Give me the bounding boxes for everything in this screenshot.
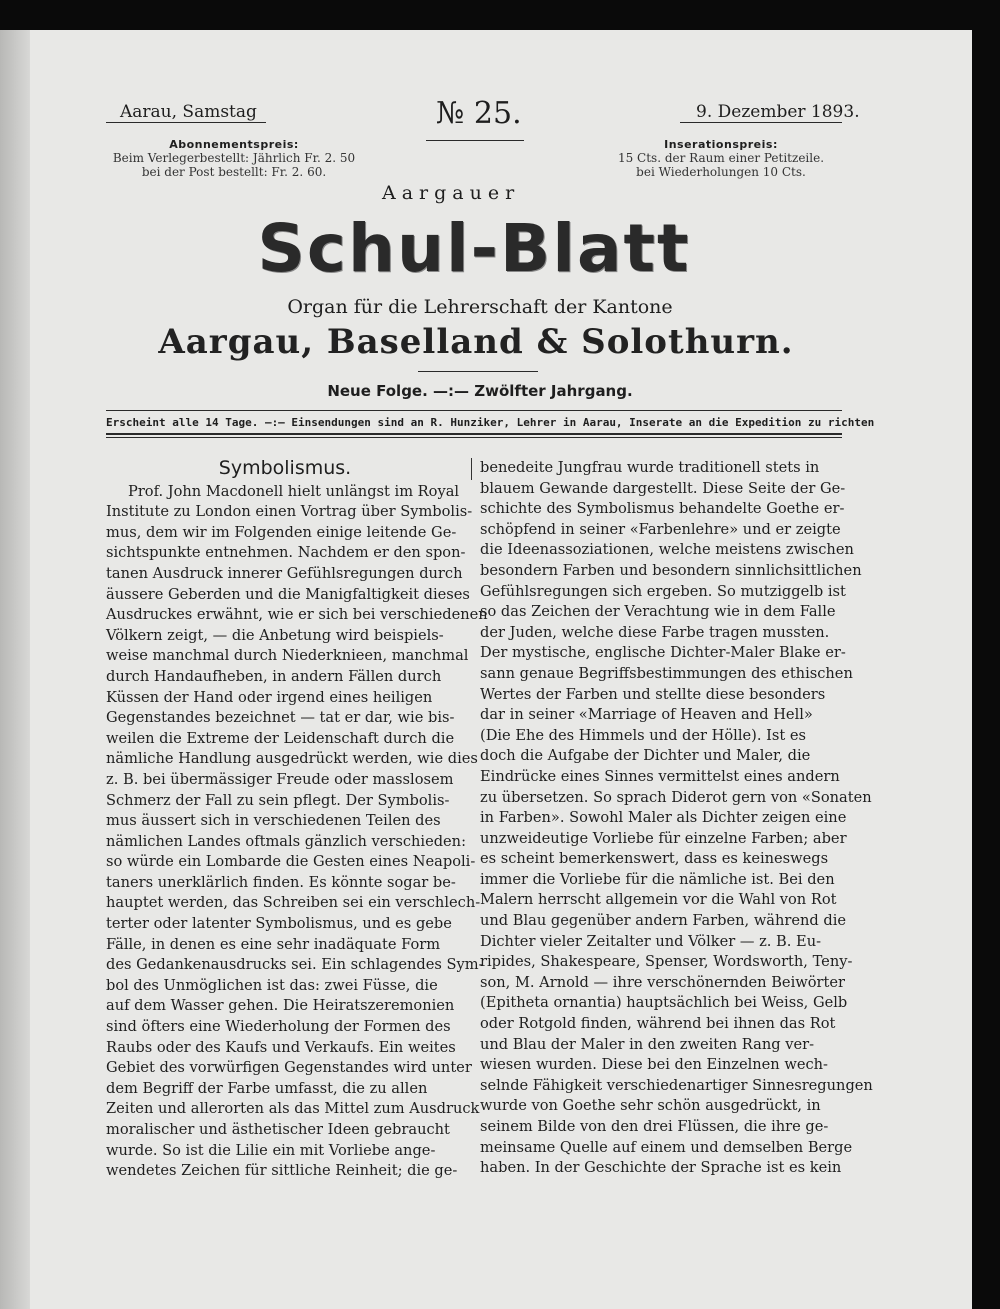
series-line: Neue Folge. —:— Zwölfter Jahrgang. [327,382,633,400]
text-line: unzweideutige Vorliebe für einzelne Farben; aber [480,829,847,847]
text-line: z. B. bei übermässiger Freude oder masslosem [106,770,454,788]
text-line: bol des Unmöglichen ist das: zwei Füsse, die [106,976,438,994]
text-line: tanen Ausdruck innerer Gefühlsregungen durch [106,564,463,582]
advertising-line: bei Wiederholungen 10 Cts. [636,165,806,179]
text-line: Völkern zeigt, — die Anbetung wird beispiels- [106,626,444,644]
text-line: sichtspunkte entnehmen. Nachdem er den spon- [106,544,466,562]
text-line: oder Rotgold finden, während bei ihnen das Rot [480,1015,836,1033]
publication-note-top-rule [106,410,842,411]
advertising-box [602,138,840,179]
text-line: blauem Gewande dargestellt. Diese Seite der Ge- [480,479,846,497]
text-line: seinem Bilde von den drei Flüssen, die ihre ge- [480,1118,829,1135]
text-line: Küssen der Hand oder irgend eines heiligen [106,688,433,706]
text-line: schöpfend in seiner «Farbenlehre» und er zeigte [480,520,841,538]
previous-page-edge [0,30,30,1309]
text-line: weilen die Extreme der Leidenschaft durch die [106,729,455,747]
header-right-rule [680,122,842,123]
text-line: wurde von Goethe sehr schön ausgedrückt, in [480,1097,821,1115]
advertising-line: 15 Cts. der Raum einer Petitzeile. [617,151,825,165]
subscription-line: bei der Post bestellt: Fr. 2. 60. [141,165,327,179]
text-line: terter oder latenter Symbolismus, und es gebe [106,915,452,933]
text-line: auf dem Wasser gehen. Die Heiratszeremonien [106,997,455,1015]
publication-note-double-rule [106,437,842,438]
text-line: mus äussert sich in verschiedenen Teilen des [106,812,441,830]
text-line: schichte des Symbolismus behandelte Goethe er- [480,500,845,518]
article-left-column [106,457,488,1182]
text-line: doch die Aufgabe der Dichter und Maler, die [480,747,811,765]
text-line: hauptet werden, das Schreiben sei ein verschlech- [106,894,481,912]
text-line: Fälle, in denen es eine sehr inadäquate Form [106,935,441,953]
text-line: moralischer und ästhetischer Ideen gebraucht [106,1121,450,1138]
subscription-line: Beim Verlegerbestellt: Jährlich Fr. 2. 50 [112,151,356,165]
text-line: äussere Geberden und die Manigfaltigkeit dieses [106,585,470,603]
column-divider [471,458,472,480]
text-line: Eindrücke eines Sinnes vermittelst eines andern [480,767,840,785]
text-line: sind öfters eine Wiederholung der Formen des [106,1018,451,1036]
text-line: Institute zu London einen Vortrag über Symbolis- [106,503,473,521]
text-line: haben. In der Geschichte der Sprache ist es kein [480,1159,842,1177]
text-line: benedeite Jungfrau wurde traditionell stets in [480,459,820,476]
masthead-pretitle: Aargauer [382,182,521,204]
text-line: wiesen wurden. Diese bei den Einzelnen wech- [480,1056,828,1074]
text-line: und Blau gegenüber andern Farben, während die [480,912,847,930]
text-line: Raubs oder des Kaufs und Verkaufs. Ein weites [106,1038,456,1056]
text-line: nämliche Handlung ausgedrückt werden, wie dies [106,750,478,768]
text-line: die Ideenassoziationen, welche meistens zwischen [480,541,854,559]
masthead-title: Schul-Blatt [257,210,691,287]
issue-number-rule [426,140,524,141]
masthead-regions: Aargau, Baselland & Solothurn. [158,322,794,362]
header-left-rule [106,122,266,123]
masthead-organ: Organ für die Lehrerschaft der Kantone [287,296,673,318]
text-line: (Die Ehe des Himmels und der Hölle). Ist es [480,726,806,744]
text-line: dem Begriff der Farbe umfasst, die zu allen [106,1079,428,1097]
text-line: Der mystische, englische Dichter-Maler Blake er- [480,644,846,662]
text-line: Gegenstandes bezeichnet — tat er dar, wie bis- [106,709,455,727]
text-line: ripides, Shakespeare, Spenser, Wordsworth, Teny- [480,953,853,971]
text-line: weise manchmal durch Niederknieen, manchmal [106,647,469,665]
text-line: wurde. So ist die Lilie ein mit Vorliebe ange- [106,1141,436,1159]
text-line: Zeiten und allerorten als das Mittel zum Ausdruck [106,1100,480,1118]
text-line: es scheint bemerkenswert, dass es keineswegs [480,850,829,868]
article-title: Symbolismus. [218,457,352,479]
text-line: und Blau der Maler in den zweiten Rang ver- [480,1035,815,1053]
text-line: meinsame Quelle auf einem und demselben Berge [480,1138,853,1156]
text-line: Wertes der Farben und stellte diese besonders [480,685,826,703]
text-line: immer die Vorliebe für die nämliche ist. Bei den [480,870,835,888]
article-left-text [106,482,488,1182]
subscription-box [106,138,362,179]
text-line: dar in seiner «Marriage of Heaven and Hell» [480,706,813,724]
text-line: so würde ein Lombarde die Gesten eines Neapoli- [106,853,476,871]
text-line: sann genaue Begriffsbestimmungen des ethischen [480,664,853,682]
publication-note-bottom-rule [106,433,842,435]
text-line: der Juden, welche diese Farbe tragen mussten. [480,623,830,641]
text-line: Dichter vieler Zeitalter und Völker — z. B. Eu- [480,932,822,950]
text-line: mus, dem wir im Folgenden einige leitende Ge- [106,523,457,541]
text-line: so das Zeichen der Verachtung wie in dem Falle [480,603,836,621]
article-right-column [480,458,873,1179]
article-right-text [480,458,873,1179]
text-line: selnde Fähigkeit verschiedenartiger Sinnesregungen [480,1076,873,1094]
masthead-divider [418,371,538,372]
header-place-day: Aarau, Samstag [120,102,257,122]
header-date: 9. Dezember 1893. [696,102,860,122]
text-line: Malern herrscht allgemein vor die Wahl von Rot [480,891,837,909]
text-line: (Epitheta ornantia) hauptsächlich bei Weiss, Gelb [480,994,848,1012]
text-line: nämlichen Landes oftmals gänzlich verschieden: [106,832,466,850]
text-line: zu übersetzen. So sprach Diderot gern von «Sonaten [480,788,872,806]
advertising-title: Inserationspreis: [664,138,778,151]
subscription-title: Abonnementspreis: [169,138,299,151]
text-line: wendetes Zeichen für sittliche Reinheit; die ge- [106,1162,458,1180]
text-line: taners unerklärlich finden. Es könnte sogar be- [106,873,456,891]
publication-note: Erscheint alle 14 Tage. —:— Einsendungen sind an R. Hunziker, Lehrer in Aarau, Inserate an die Expedition zu richten [106,416,875,429]
text-line: Gebiet des vorwürfigen Gegenstandes wird unter [106,1059,472,1077]
text-line: durch Handaufheben, in andern Fällen durch [106,667,442,685]
text-line: besondern Farben und besondern sinnlichsittlichen [480,561,862,579]
text-line: Gefühlsregungen sich ergeben. So mutziggelb ist [480,582,846,600]
text-line: Schmerz der Fall zu sein pflegt. Der Symbolis- [106,791,450,809]
text-line: Ausdruckes erwähnt, wie er sich bei verschiedenen [106,606,488,624]
text-line: in Farben». Sowohl Maler als Dichter zeigen eine [480,809,847,827]
text-line: son, M. Arnold — ihre verschönernden Beiwörter [480,973,845,991]
issue-number: № 25. [436,96,522,131]
text-line: des Gedankenausdrucks sei. Ein schlagendes Sym- [106,956,484,974]
text-line: Prof. John Macdonell hielt unlängst im Royal [128,482,460,500]
